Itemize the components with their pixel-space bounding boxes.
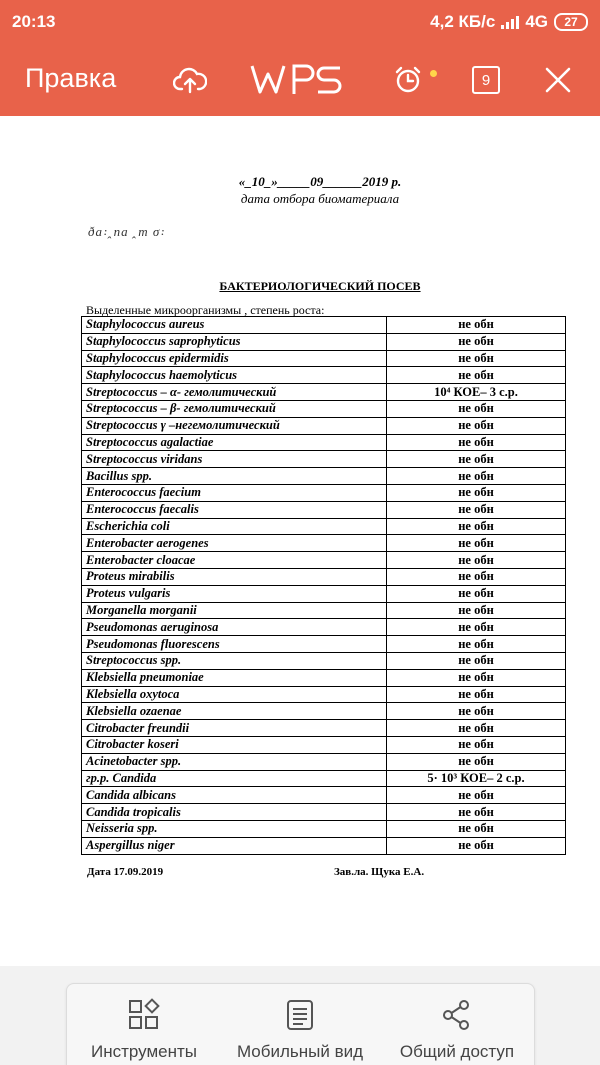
table-row (82, 552, 566, 569)
organism-name: Klebsiella pneumoniae (82, 669, 387, 686)
organism-name: Streptococcus – β- гемолитический (82, 400, 387, 417)
organism-name: Staphylococcus epidermidis (82, 350, 387, 367)
cloud-upload-icon[interactable] (170, 60, 210, 100)
organism-name: Aspergillus niger (82, 837, 387, 854)
growth-result: не обн (387, 367, 566, 384)
table-row (82, 686, 566, 703)
table-row (82, 417, 566, 434)
growth-result: не обн (387, 736, 566, 753)
table-row (82, 468, 566, 485)
growth-result: не обн (387, 787, 566, 804)
table-row (82, 333, 566, 350)
organism-name: Streptococcus – α- гемолитический (82, 384, 387, 401)
table-row (82, 804, 566, 821)
growth-result: не обн (387, 804, 566, 821)
organism-name: Enterococcus faecalis (82, 501, 387, 518)
close-icon[interactable] (538, 60, 578, 100)
growth-result: не обн (387, 568, 566, 585)
tools-icon (69, 996, 219, 1034)
notification-dot (430, 70, 437, 77)
growth-result: не обн (387, 434, 566, 451)
organism-name: Streptococcus viridans (82, 451, 387, 468)
growth-result: не обн (387, 652, 566, 669)
illegible-text: ða꞉ꞈna ꞈm σ꞉ (88, 224, 166, 239)
growth-result: не обн (387, 686, 566, 703)
share-button[interactable] (382, 996, 532, 1062)
growth-result: не обн (387, 753, 566, 770)
table-row (82, 636, 566, 653)
organism-name: Staphylococcus aureus (82, 317, 387, 334)
growth-result: не обн (387, 669, 566, 686)
table-row (82, 820, 566, 837)
organism-name: Streptococcus γ –негемолитический (82, 417, 387, 434)
table-row (82, 703, 566, 720)
growth-result: 5· 10³ КОЕ– 2 с.р. (387, 770, 566, 787)
growth-result: не обн (387, 820, 566, 837)
tools-label: Инструменты (90, 1042, 197, 1061)
organism-name: Klebsiella ozaenae (82, 703, 387, 720)
share-label: Общий доступ (399, 1042, 515, 1061)
network-speed: 4,2 КБ/с (430, 12, 496, 31)
table-row (82, 501, 566, 518)
mobile-view-label: Мобильный вид (236, 1042, 364, 1061)
table-row (82, 753, 566, 770)
battery-icon (554, 13, 588, 31)
organism-name: Enterococcus faecium (82, 484, 387, 501)
sample-date-caption: дата отбора биоматериала (240, 191, 400, 206)
alarm-clock-icon[interactable] (388, 60, 428, 100)
growth-result: не обн (387, 350, 566, 367)
lab-head-signature: Зав.ла. Щука Е.А. (334, 866, 425, 878)
growth-result: не обн (387, 317, 566, 334)
organism-name: Streptococcus spp. (82, 652, 387, 669)
document-title: БАКТЕРИОЛОГИЧЕСКИЙ ПОСЕВ (219, 279, 421, 293)
tabs-button[interactable] (472, 66, 500, 94)
organism-name: Escherichia coli (82, 518, 387, 535)
table-row (82, 317, 566, 334)
table-row (82, 619, 566, 636)
organism-name: Citrobacter koseri (82, 736, 387, 753)
bottom-toolbar (66, 983, 535, 1065)
edit-button[interactable]: Правка (25, 63, 117, 93)
organism-name: Pseudomonas fluorescens (82, 636, 387, 653)
status-bar (0, 0, 600, 44)
growth-result: 10⁴ КОЕ– 3 с.р. (387, 384, 566, 401)
mobile-view-button[interactable] (225, 996, 375, 1062)
document-page (0, 116, 600, 966)
growth-result: не обн (387, 451, 566, 468)
growth-result: не обн (387, 636, 566, 653)
table-row (82, 736, 566, 753)
organism-name: Pseudomonas aeruginosa (82, 619, 387, 636)
results-table (81, 316, 566, 855)
battery-level: 27 (564, 15, 578, 29)
document-subtitle: Выделенные микроорганизмы , степень роста: (86, 303, 325, 317)
organism-name: Bacillus spp. (82, 468, 387, 485)
app-toolbar (0, 44, 600, 116)
organism-name: Candida tropicalis (82, 804, 387, 821)
share-icon (382, 996, 532, 1034)
growth-result: не обн (387, 501, 566, 518)
organism-name: Citrobacter freundii (82, 720, 387, 737)
organism-name: Acinetobacter spp. (82, 753, 387, 770)
organism-name: Streptococcus agalactiae (82, 434, 387, 451)
organism-name: Proteus vulgaris (82, 585, 387, 602)
organism-name: Staphylococcus saprophyticus (82, 333, 387, 350)
table-row (82, 770, 566, 787)
table-row (82, 400, 566, 417)
growth-result: не обн (387, 552, 566, 569)
table-row (82, 602, 566, 619)
tabs-count: 9 (481, 71, 491, 89)
growth-result: не обн (387, 518, 566, 535)
signal-icon (501, 15, 519, 29)
table-row (82, 585, 566, 602)
table-row (82, 384, 566, 401)
wps-logo (250, 62, 350, 106)
organism-name: Candida albicans (82, 787, 387, 804)
growth-result: не обн (387, 720, 566, 737)
organism-name: Enterobacter cloacae (82, 552, 387, 569)
table-row (82, 669, 566, 686)
table-row (82, 720, 566, 737)
table-row (82, 518, 566, 535)
report-date: Дата 17.09.2019 (87, 866, 164, 878)
growth-result: не обн (387, 837, 566, 854)
growth-result: не обн (387, 468, 566, 485)
status-time: 20:13 (12, 12, 56, 31)
growth-result: не обн (387, 484, 566, 501)
tools-button[interactable] (69, 996, 219, 1062)
growth-result: не обн (387, 619, 566, 636)
table-row (82, 535, 566, 552)
organism-name: Klebsiella oxytoca (82, 686, 387, 703)
organism-name: Enterobacter aerogenes (82, 535, 387, 552)
table-row (82, 451, 566, 468)
growth-result: не обн (387, 703, 566, 720)
growth-result: не обн (387, 400, 566, 417)
mobile-view-icon (225, 996, 375, 1034)
organism-name: Staphylococcus haemolyticus (82, 367, 387, 384)
table-row (82, 484, 566, 501)
growth-result: не обн (387, 333, 566, 350)
growth-result: не обн (387, 535, 566, 552)
table-row (82, 434, 566, 451)
table-row (82, 837, 566, 854)
organism-name: Morganella morganii (82, 602, 387, 619)
organism-name: Neisseria spp. (82, 820, 387, 837)
growth-result: не обн (387, 417, 566, 434)
growth-result: не обн (387, 585, 566, 602)
table-row (82, 787, 566, 804)
table-row (82, 568, 566, 585)
network-type: 4G (525, 12, 548, 31)
table-row (82, 652, 566, 669)
sample-date: «_10_»_____09______2019 р. (238, 174, 402, 189)
table-row (82, 350, 566, 367)
table-row (82, 367, 566, 384)
growth-result: не обн (387, 602, 566, 619)
organism-name: гр.р. Candida (82, 770, 387, 787)
organism-name: Proteus mirabilis (82, 568, 387, 585)
